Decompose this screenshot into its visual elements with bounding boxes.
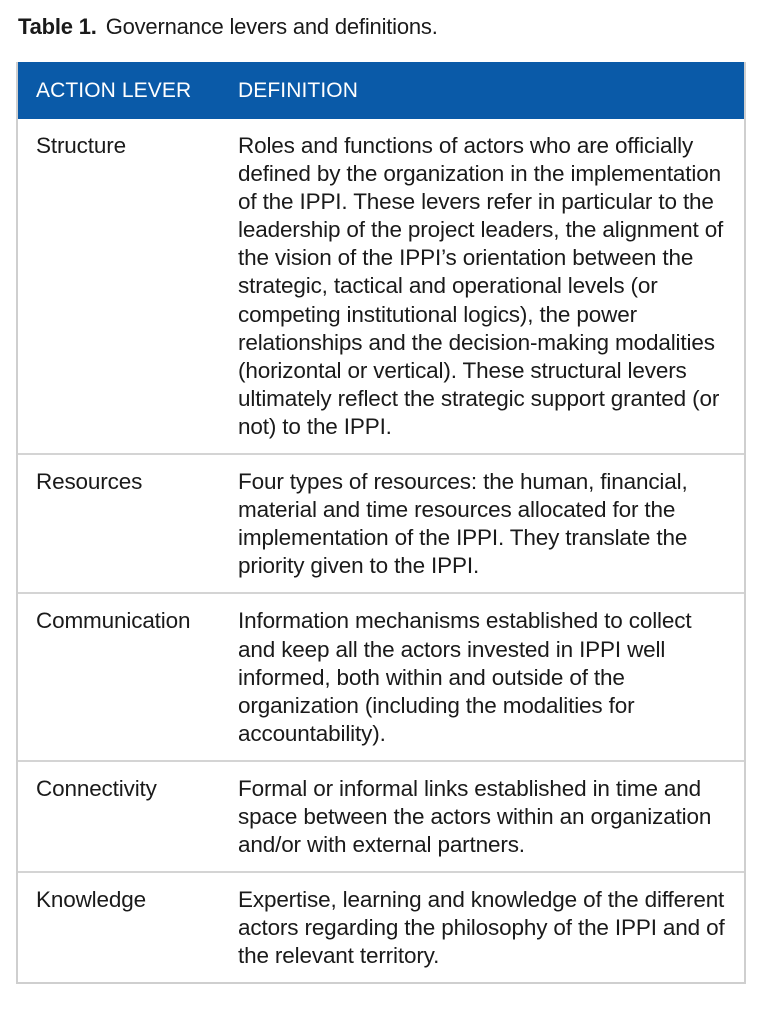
definition-cell: Roles and functions of actors who are officially defined by the organization in the implementation of the IPPI. These levers refer in particular to the leadership of the project leaders, the alignment of the vision of the IPPI’s orientation between the strategic, tactical and operational levels (or competing institutional logics), the power relationships and the decision-making modalities (horizontal or vertical). These structural levers ultimately reflect the strategic support granted (or not) to the IPPI. <box>238 133 724 439</box>
column-header-definition: DEFINITION <box>238 79 358 102</box>
lever-cell: Structure <box>36 133 126 158</box>
table-row <box>18 760 744 871</box>
lever-cell: Resources <box>36 469 143 495</box>
table-caption-text: Governance levers and definitions. <box>105 14 438 39</box>
definition-cell: Four types of resources: the human, financial, material and time resources allocated for the implementation of the IPPI. They translate the priority given to the IPPI. <box>238 469 688 579</box>
lever-cell: Communication <box>36 608 191 634</box>
table-caption-label: Table 1. <box>18 14 97 39</box>
definition-cell: Expertise, learning and knowledge of the different actors regarding the philosophy of the IPPI and of the relevant territory. <box>238 887 725 969</box>
table-row <box>18 119 744 453</box>
table-body <box>18 119 744 982</box>
lever-cell: Knowledge <box>36 887 146 913</box>
governance-levers-table <box>16 62 746 984</box>
table-row <box>18 871 744 982</box>
table-row <box>18 453 744 592</box>
definition-cell: Formal or informal links established in time and space between the actors within an organization and/or with external partners. <box>238 775 712 858</box>
column-header-action-lever: ACTION LEVER <box>36 79 192 102</box>
table-caption <box>18 12 438 42</box>
table-header-row <box>18 62 744 119</box>
lever-cell: Connectivity <box>36 775 157 801</box>
definition-cell: Information mechanisms established to collect and keep all the actors invested in IPPI well informed, both within and outside of the organization (including the modalities for accountability). <box>238 608 692 746</box>
table-row <box>18 592 744 759</box>
